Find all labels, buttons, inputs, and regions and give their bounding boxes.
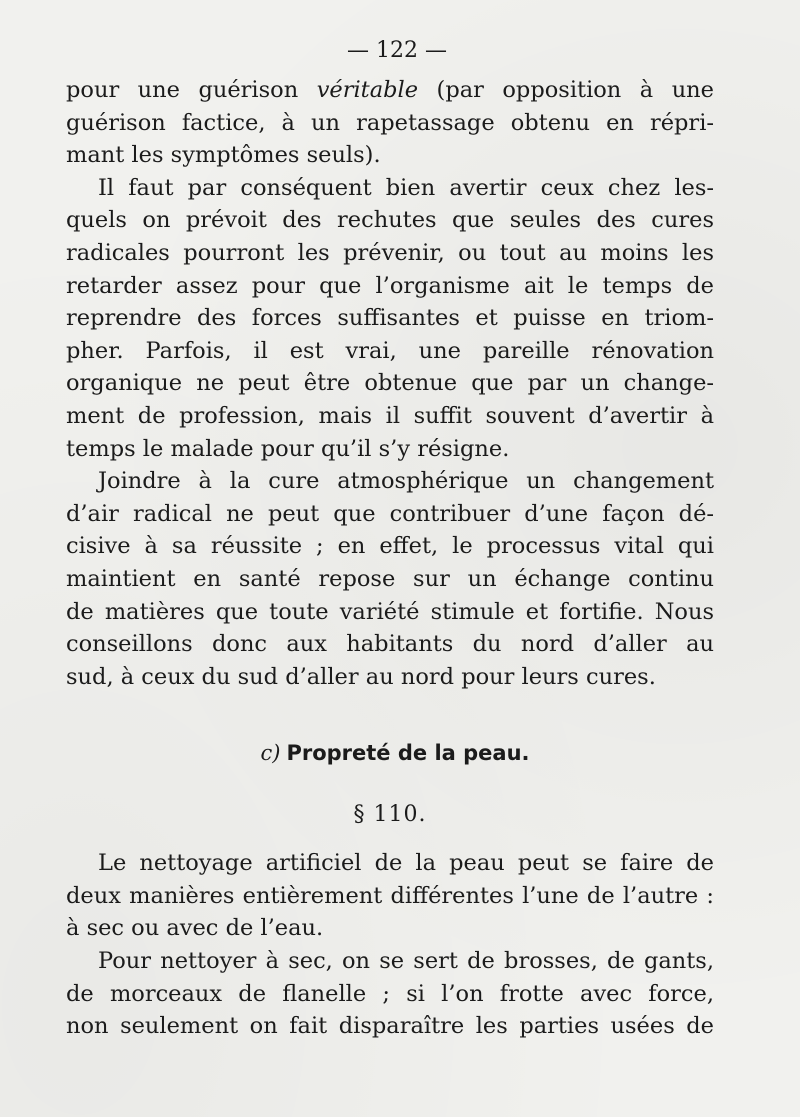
body-text-bottom — [66, 847, 714, 1043]
text-line: conseillons donc aux habitants du nord d’aller au — [66, 631, 714, 658]
body-text-top — [66, 74, 714, 693]
text-line: de matières que toute variété stimule et fortifie. Nous — [66, 598, 714, 625]
text-line: sud, à ceux du sud d’aller au nord pour leurs cures. — [66, 663, 656, 690]
paragraph — [66, 74, 714, 172]
paragraph — [66, 465, 714, 693]
section-heading — [76, 733, 714, 773]
page-number: — 122 — — [347, 38, 447, 63]
paragraph — [66, 945, 714, 1043]
paragraph — [66, 172, 714, 465]
text-line: Le nettoyage artificiel de la peau peut se faire de — [98, 850, 714, 877]
text-line: à sec ou avec de l’eau. — [66, 915, 324, 942]
text-line: Joindre à la cure atmosphérique un changement — [98, 468, 714, 495]
text-line: Il faut par conséquent bien avertir ceux chez les- — [98, 174, 714, 201]
text-line: deux manières entièrement différentes l’une de l’autre : — [66, 882, 714, 909]
text-line: cisive à sa réussite ; en effet, le processus vital qui — [66, 533, 714, 560]
text-run: pour une guérison — [66, 77, 317, 103]
text-line: reprendre des forces suffisantes et puisse en triom- — [66, 305, 714, 332]
text-run: (par opposition à une — [418, 77, 714, 103]
text-line: Pour nettoyer à sec, on se sert de brosses, de gants, — [98, 948, 714, 975]
paragraph — [66, 847, 714, 945]
text-line: quels on prévoit des rechutes que seules des cures — [66, 207, 714, 234]
text-line: d’air radical ne peut que contribuer d’une façon dé- — [66, 500, 714, 527]
text-line: non seulement on fait disparaître les parties usées de — [66, 1013, 714, 1040]
text-line: retarder assez pour que l’organisme ait le temps de — [66, 272, 714, 299]
text-line: pher. Parfois, il est vrai, une pareille rénovation — [66, 337, 714, 364]
text-line: guérison factice, à un rapetassage obtenu en répri- — [66, 109, 714, 136]
section-title: Propreté de la peau. — [286, 741, 530, 766]
text-line: maintient en santé repose sur un échange continu — [66, 565, 714, 592]
section-letter: c) — [260, 741, 281, 766]
book-page — [66, 28, 714, 1043]
text-line: mant les symptômes seuls). — [66, 142, 381, 169]
text-line: temps le malade pour qu’il s’y résigne. — [66, 435, 510, 462]
text-line: ment de profession, mais il suffit souvent d’avertir à — [66, 402, 714, 429]
text-line: organique ne peut être obtenue que par un change- — [66, 370, 714, 397]
paragraph-number: § 110. — [353, 802, 427, 828]
emphasized-word: véritable — [316, 77, 419, 103]
text-line — [66, 74, 714, 107]
text-line: radicales pourront les prévenir, ou tout au moins les — [66, 239, 714, 266]
text-line: de morceaux de flanelle ; si l’on frotte avec force, — [66, 980, 714, 1007]
